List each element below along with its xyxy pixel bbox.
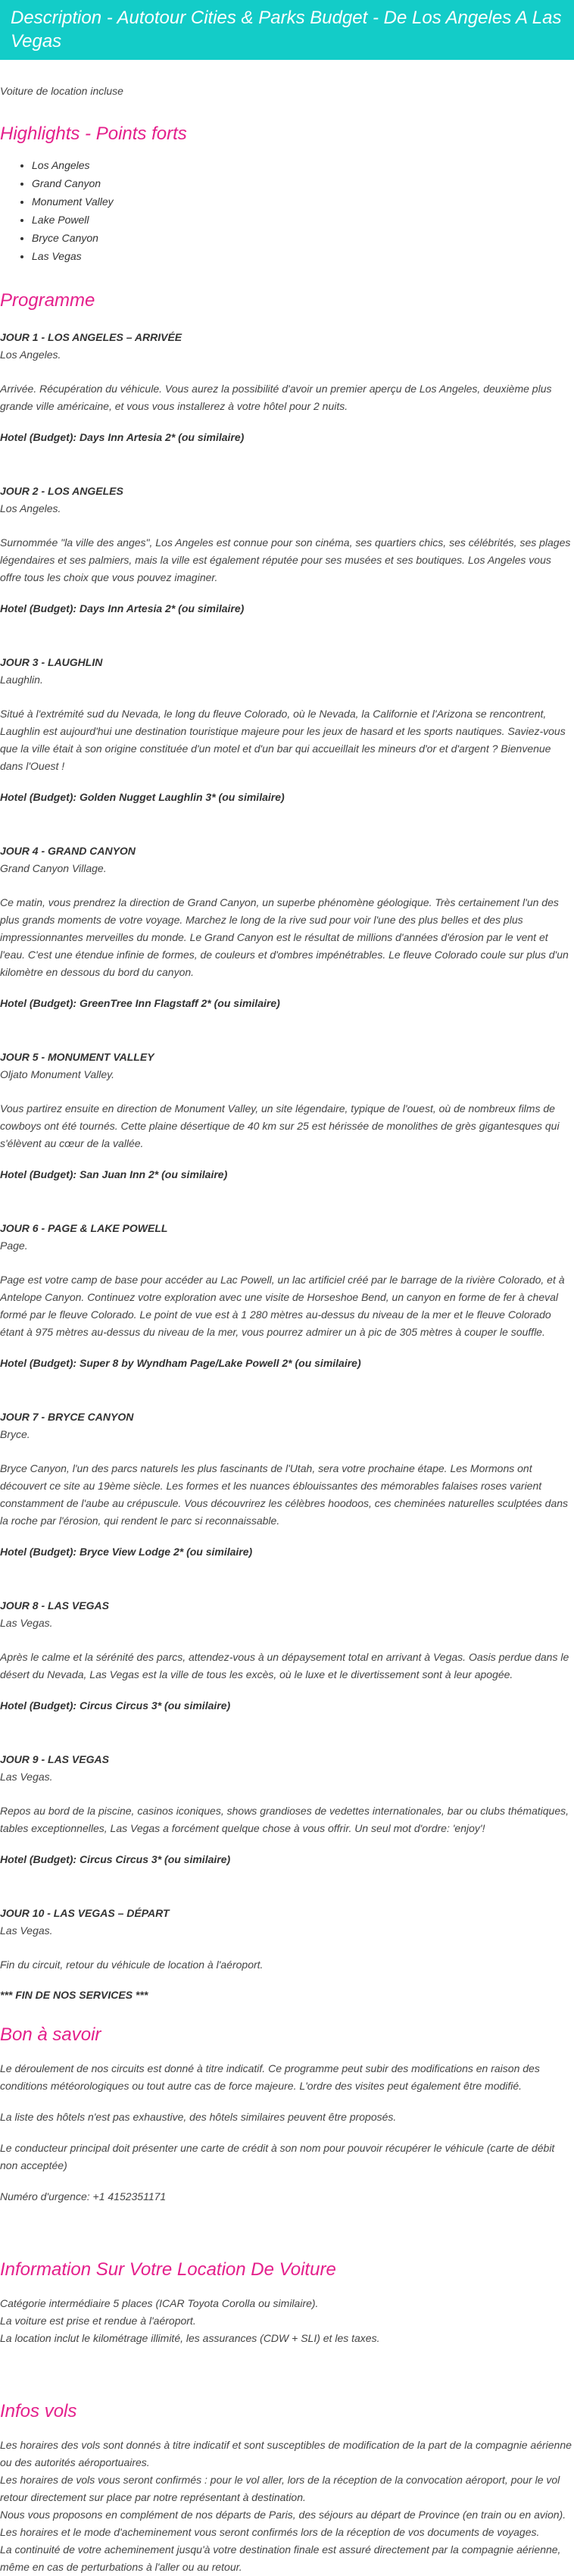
bon-a-savoir-heading: Bon à savoir	[0, 2024, 101, 2045]
day-5	[0, 1049, 574, 1183]
list-item: • Las Vegas	[32, 247, 574, 265]
day-description: Page est votre camp de base pour accéder au Lac Powell, un lac artificiel créé par le barrage de la rivière Colorado, et à Antelope Canyon. Continuez votre exploration avec une visite de Horseshoe Bend, un canyon en forme de fer à cheval formé par le fleuve Colorado. Le point de vue est à 1 280 mètres au-dessus du niveau de la mer et le fleuve Colorado étant à 975 mètres au-dessus du niveau de la mer, vous pourrez admirer un à pic de 305 mètres à couper le souffle.	[0, 1274, 565, 1338]
day-description: Vous partirez ensuite en direction de Monument Valley, un site légendaire, typique de l'ouest, où de nombreux films de cowboys ont été tournés. Cette plaine désertique de 40 km sur 25 est hérissée de monolithes de grès gigantesques qui s'élèvent au cœur de la vallée.	[0, 1102, 560, 1149]
flights-info	[0, 2437, 574, 2576]
highlights-heading: Highlights - Points forts	[0, 123, 187, 144]
car-rental-info	[0, 2295, 574, 2347]
day-hotel: Hotel (Budget): Golden Nugget Laughlin 3* (ou similaire)	[0, 791, 285, 803]
day-heading: JOUR 10 - LAS VEGAS – DÉPART	[0, 1907, 170, 1919]
car-rental-line: Catégorie intermédiaire 5 places (ICAR Toyota Corolla ou similaire).	[0, 2297, 319, 2309]
day-hotel: Hotel (Budget): GreenTree Inn Flagstaff 2* (ou similaire)	[0, 997, 280, 1009]
day-hotel: Hotel (Budget): San Juan Inn 2* (ou similaire)	[0, 1168, 228, 1180]
page-title: Description - Autotour Cities & Parks Budget - De Los Angeles A Las Vegas	[0, 0, 574, 60]
list-item: • Grand Canyon	[32, 174, 574, 192]
bon-paragraph: Le conducteur principal doit présenter une carte de crédit à son nom pour pouvoir récupérer le véhicule (carte de débit non acceptée)	[0, 2142, 555, 2171]
day-heading: JOUR 2 - LOS ANGELES	[0, 485, 123, 497]
day-heading: JOUR 1 - LOS ANGELES – ARRIVÉE	[0, 331, 182, 343]
flights-line: La continuité de votre acheminement jusqu'à votre destination finale est assuré directement par la compagnie aérienne, même en cas de perturbations à l'aller ou au retour.	[0, 2543, 561, 2573]
list-item: • Los Angeles	[32, 156, 574, 174]
day-city: Page.	[0, 1240, 28, 1252]
day-city: Grand Canyon Village.	[0, 862, 107, 874]
emergency-number: Numéro d'urgence: +1 4152351171	[0, 2190, 167, 2202]
day-hotel: Hotel (Budget): Circus Circus 3* (ou similaire)	[0, 1699, 231, 1712]
flights-line: Les horaires et le mode d'acheminement vous seront confirmés lors de la réception de vos documents de voyages.	[0, 2526, 540, 2538]
day-description: Repos au bord de la piscine, casinos iconiques, shows grandioses de vedettes internationales, bar ou clubs thématiques, tables exceptionnelles, Las Vegas a forcément quelque chose à vous offrir. Un seul mot d'ordre: 'enjoy'!	[0, 1805, 569, 1834]
day-city: Las Vegas.	[0, 1924, 53, 1937]
day-1	[0, 329, 574, 446]
car-rental-line: La voiture est prise et rendue à l'aéroport.	[0, 2315, 196, 2327]
list-item: • Lake Powell	[32, 211, 574, 229]
day-description: Fin du circuit, retour du véhicule de location à l'aéroport.	[0, 1959, 264, 1971]
subtitle: Voiture de location incluse	[0, 85, 123, 97]
day-hotel: Hotel (Budget): Super 8 by Wyndham Page/Lake Powell 2* (ou similaire)	[0, 1357, 361, 1369]
day-description: Bryce Canyon, l'un des parcs naturels les plus fascinants de l'Utah, sera votre prochaine étape. Les Mormons ont découvert ce site au 19ème siècle. Les formes et les nuances éblouissantes des mémorables falaises roses varient constamment de l'aube au crépuscule. Vous découvrirez les célèbres hoodoos, ces cheminées naturelles sculptées dans la roche par l'érosion, qui rendent le parc si reconnaissable.	[0, 1462, 569, 1527]
day-6	[0, 1220, 574, 1372]
highlights-list	[0, 156, 574, 265]
day-8	[0, 1597, 574, 1715]
day-description: Situé à l'extrémité sud du Nevada, le long du fleuve Colorado, où le Nevada, la Californie et l'Arizona se rencontrent, Laughlin est aujourd'hui une destination touristique majeure pour les jeux de hasard et les sports nautiques. Saviez-vous que la ville était à son origine constituée d'un motel et d'un bar qui accueillait les mineurs d'or et d'argent ? Bienvenue dans l'Ouest !	[0, 708, 566, 772]
day-city: Las Vegas.	[0, 1617, 53, 1629]
day-9	[0, 1751, 574, 1868]
day-heading: JOUR 4 - GRAND CANYON	[0, 845, 136, 857]
day-description: Après le calme et la sérénité des parcs, attendez-vous à un dépaysement total en arrivant à Vegas. Oasis perdue dans le désert du Nevada, Las Vegas est la ville de tous les excès, où le luxe et le divertissement sont à leur apogée.	[0, 1651, 569, 1680]
day-city: Bryce.	[0, 1428, 30, 1440]
day-hotel: Hotel (Budget): Days Inn Artesia 2* (ou similaire)	[0, 431, 245, 443]
day-4	[0, 843, 574, 1012]
day-city: Los Angeles.	[0, 502, 61, 514]
bon-paragraph: La liste des hôtels n'est pas exhaustive, des hôtels similaires peuvent être proposés.	[0, 2111, 397, 2123]
end-of-services: *** FIN DE NOS SERVICES ***	[0, 1989, 148, 2001]
day-city: Laughlin.	[0, 674, 43, 686]
day-2	[0, 483, 574, 617]
day-heading: JOUR 3 - LAUGHLIN	[0, 656, 103, 668]
list-item: • Bryce Canyon	[32, 229, 574, 247]
day-10	[0, 1905, 574, 1974]
day-description: Surnommée "la ville des anges", Los Angeles est connue pour son cinéma, ses quartiers chics, ses célébrités, ses plages légendaires et ses palmiers, mais la ville est également réputée pour ses musées et ses boutiques. Los Angeles vous offre tous les choix que vous pouvez imaginer.	[0, 536, 571, 583]
flights-line: Nous vous proposons en complément de nos départs de Paris, des séjours au départ de Province (en train ou en avion).	[0, 2509, 566, 2521]
day-heading: JOUR 9 - LAS VEGAS	[0, 1753, 109, 1765]
day-heading: JOUR 8 - LAS VEGAS	[0, 1599, 109, 1612]
flights-line: Les horaires des vols sont donnés à titre indicatif et sont susceptibles de modification de la part de la compagnie aérienne ou des autorités aéroportuaires.	[0, 2439, 572, 2468]
day-hotel: Hotel (Budget): Bryce View Lodge 2* (ou similaire)	[0, 1546, 253, 1558]
content	[0, 85, 574, 2576]
day-heading: JOUR 5 - MONUMENT VALLEY	[0, 1051, 154, 1063]
day-7	[0, 1408, 574, 1561]
day-description: Ce matin, vous prendrez la direction de Grand Canyon, un superbe phénomène géologique. Très certainement l'un des plus grands moments de votre voyage. Marchez le long de la rive sud pour voir l'une des plus belles et des plus impressionnantes merveilles du monde. Le Grand Canyon est le résultat de millions d'années d'érosion par le vent et l'eau. C'est une étendue infinie de formes, de couleurs et d'ombres impénétrables. Le fleuve Colorado coule sur plus d'un kilomètre en dessous du bord du canyon.	[0, 896, 569, 978]
day-heading: JOUR 6 - PAGE & LAKE POWELL	[0, 1222, 168, 1234]
day-city: Los Angeles.	[0, 349, 61, 361]
day-hotel: Hotel (Budget): Circus Circus 3* (ou similaire)	[0, 1853, 231, 1865]
car-rental-line: La location inclut le kilométrage illimité, les assurances (CDW + SLI) et les taxes.	[0, 2332, 380, 2344]
day-heading: JOUR 7 - BRYCE CANYON	[0, 1411, 134, 1423]
list-item: • Monument Valley	[32, 192, 574, 211]
day-hotel: Hotel (Budget): Days Inn Artesia 2* (ou similaire)	[0, 602, 245, 614]
flights-line: Les horaires de vols vous seront confirmés : pour le vol aller, lors de la réception de la convocation aéroport, pour le vol retour directement sur place par notre représentant à destination.	[0, 2474, 560, 2503]
day-description: Arrivée. Récupération du véhicule. Vous aurez la possibilité d'avoir un premier aperçu de Los Angeles, deuxième plus grande ville américaine, et vous vous installerez à votre hôtel pour 2 nuits.	[0, 383, 552, 412]
flights-heading: Infos vols	[0, 2401, 77, 2421]
car-rental-heading: Information Sur Votre Location De Voiture	[0, 2259, 336, 2280]
bon-paragraph: Le déroulement de nos circuits est donné à titre indicatif. Ce programme peut subir des modifications en raison des conditions météorologiques ou tout autre cas de force majeure. L'ordre des visites peut également être modifié.	[0, 2062, 540, 2092]
day-3	[0, 654, 574, 806]
day-city: Las Vegas.	[0, 1771, 53, 1783]
programme-heading: Programme	[0, 290, 95, 311]
day-city: Oljato Monument Valley.	[0, 1068, 114, 1080]
